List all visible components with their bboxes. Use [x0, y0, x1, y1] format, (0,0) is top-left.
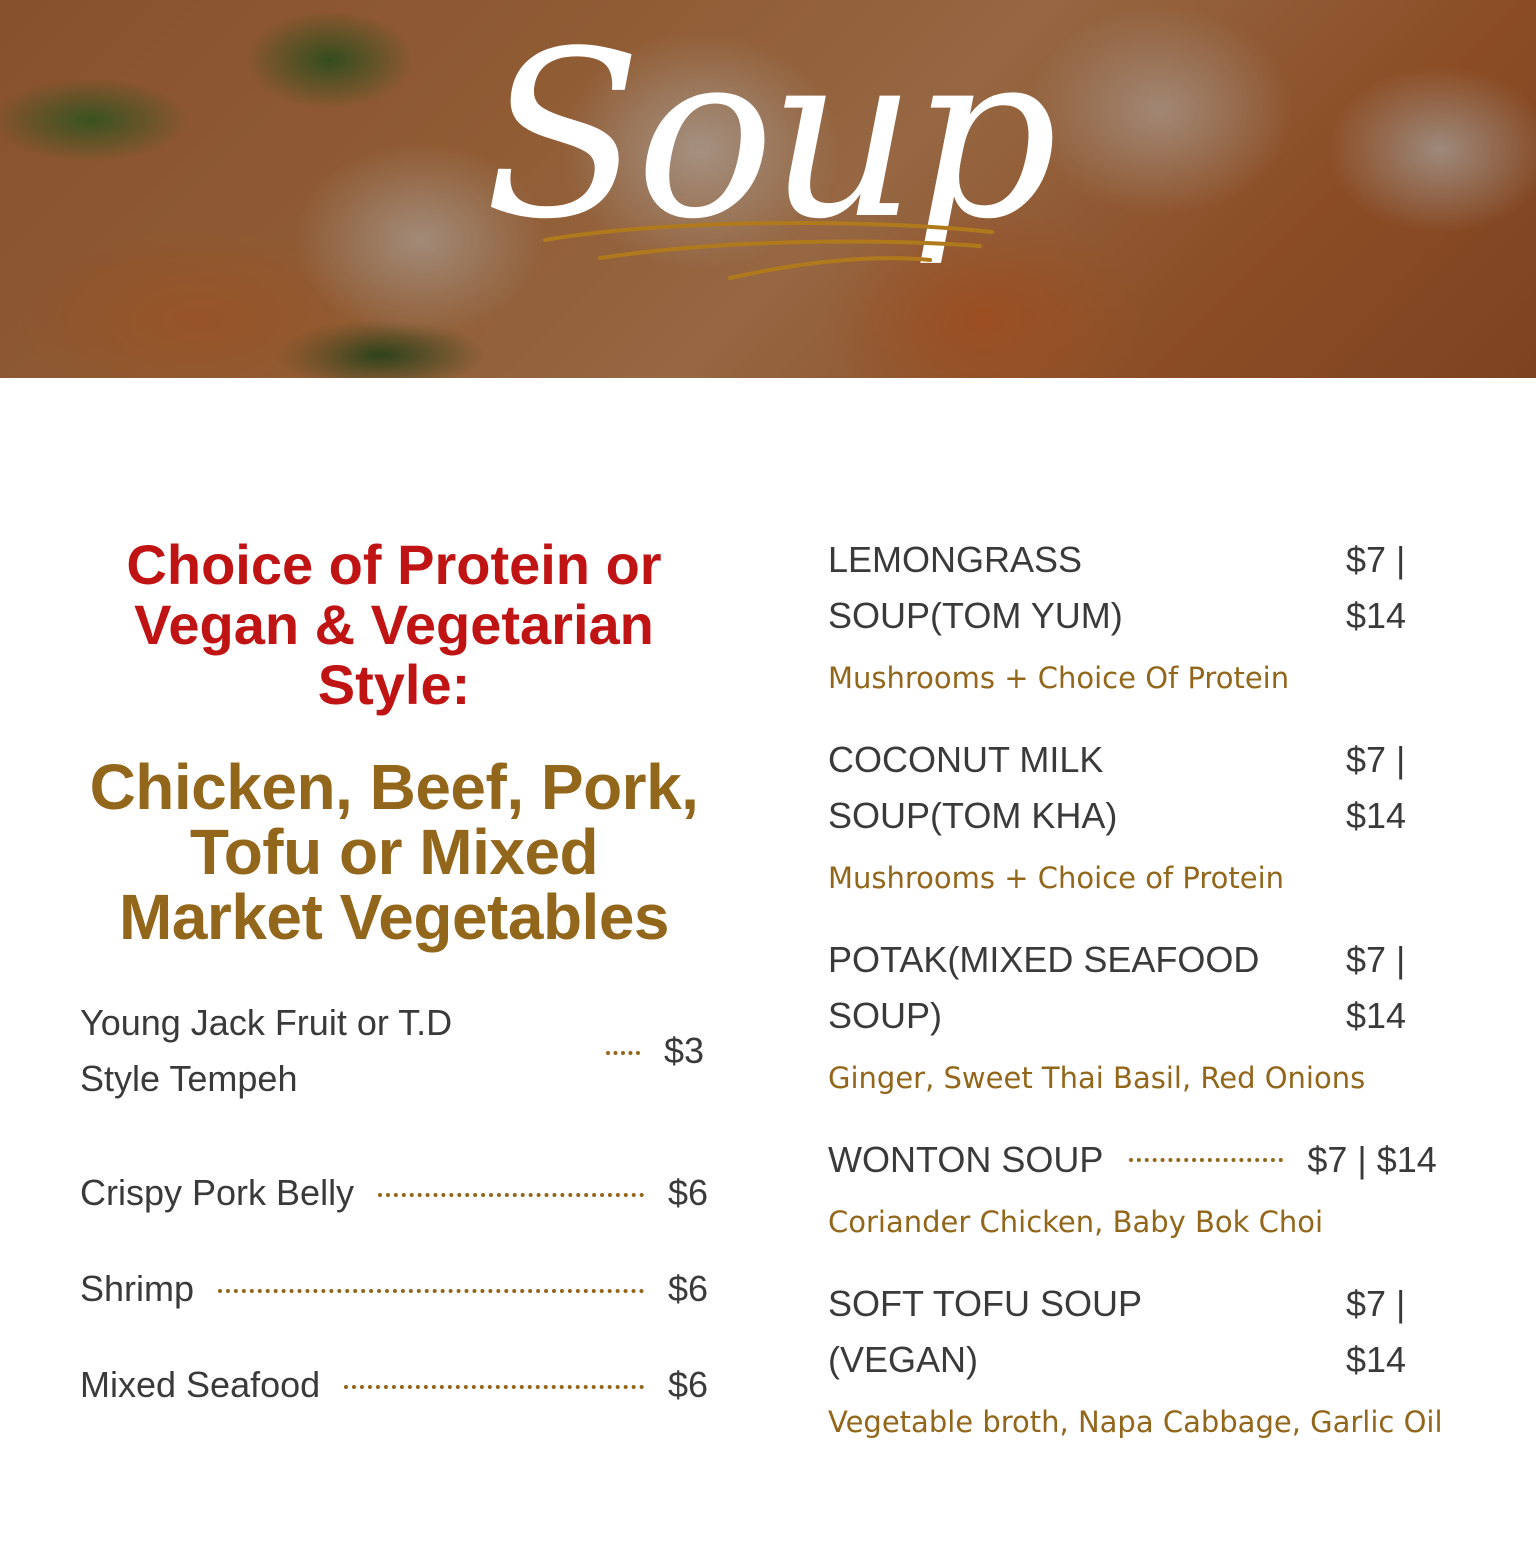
- dotted-leader: [218, 1289, 644, 1293]
- dish-name: SOFT TOFU SOUP (VEGAN): [828, 1283, 1142, 1380]
- addon-name: Mixed Seafood: [80, 1364, 321, 1405]
- addon-price: $6: [667, 1172, 708, 1213]
- dish-price: $7 | $14: [1307, 1139, 1437, 1180]
- dish-name: COCONUT MILK SOUP(TOM KHA): [828, 739, 1118, 836]
- addon-item: [80, 1261, 708, 1317]
- dish-name: LEMONGRASS SOUP(TOM YUM): [828, 539, 1123, 636]
- hero-banner: [0, 0, 1536, 378]
- dish-price: $7 | $14: [1346, 1283, 1407, 1380]
- dish-price: $7 | $14: [1346, 939, 1407, 1036]
- dotted-leader: [606, 1051, 640, 1055]
- choice-of-protein-heading: Choice of Protein or Vegan & Vegetarian Style:: [126, 533, 662, 716]
- dish-name: POTAK(MIXED SEAFOOD SOUP): [828, 939, 1260, 1036]
- menu-item-potak-soup: [828, 932, 1468, 1096]
- protein-choices-heading: Chicken, Beef, Pork, Tofu or Mixed Market Vegetables: [89, 751, 699, 953]
- dish-description: Mushrooms + Choice of Protein: [828, 861, 1285, 895]
- addon-price: $6: [667, 1268, 708, 1309]
- dish-price: $7 | $14: [1346, 539, 1407, 636]
- menu-item-lemongrass-soup: [828, 532, 1468, 696]
- addon-item: [80, 1165, 708, 1221]
- protein-options-section: [80, 535, 708, 1471]
- soup-menu-list: [828, 532, 1468, 1450]
- menu-item-wonton-soup: [828, 1132, 1468, 1240]
- addon-item: [80, 1357, 708, 1413]
- addon-item: [80, 995, 708, 1107]
- addon-price: $6: [667, 1364, 708, 1405]
- addon-name: Crispy Pork Belly: [80, 1172, 355, 1213]
- dish-description: Vegetable broth, Napa Cabbage, Garlic Oil: [828, 1405, 1443, 1439]
- dotted-leader: [378, 1193, 644, 1197]
- dish-description: Mushrooms + Choice Of Protein: [828, 661, 1290, 695]
- addon-price: $3: [664, 1030, 705, 1071]
- addon-name: Shrimp: [80, 1268, 195, 1309]
- dish-description: Coriander Chicken, Baby Bok Choi: [828, 1205, 1324, 1239]
- protein-addon-list: [80, 995, 708, 1413]
- dotted-leader: [1129, 1158, 1283, 1162]
- dish-price: $7 | $14: [1346, 739, 1407, 836]
- menu-item-soft-tofu-soup: [828, 1276, 1468, 1440]
- dish-description: Ginger, Sweet Thai Basil, Red Onions: [828, 1061, 1366, 1095]
- dish-name: WONTON SOUP: [828, 1139, 1104, 1180]
- dotted-leader: [344, 1385, 644, 1389]
- addon-name: Young Jack Fruit or T.D Style Tempeh: [80, 1002, 453, 1099]
- title-underline-swash: [540, 210, 1000, 290]
- menu-item-coconut-milk-soup: [828, 732, 1468, 896]
- page-title: Soup: [484, 3, 1052, 270]
